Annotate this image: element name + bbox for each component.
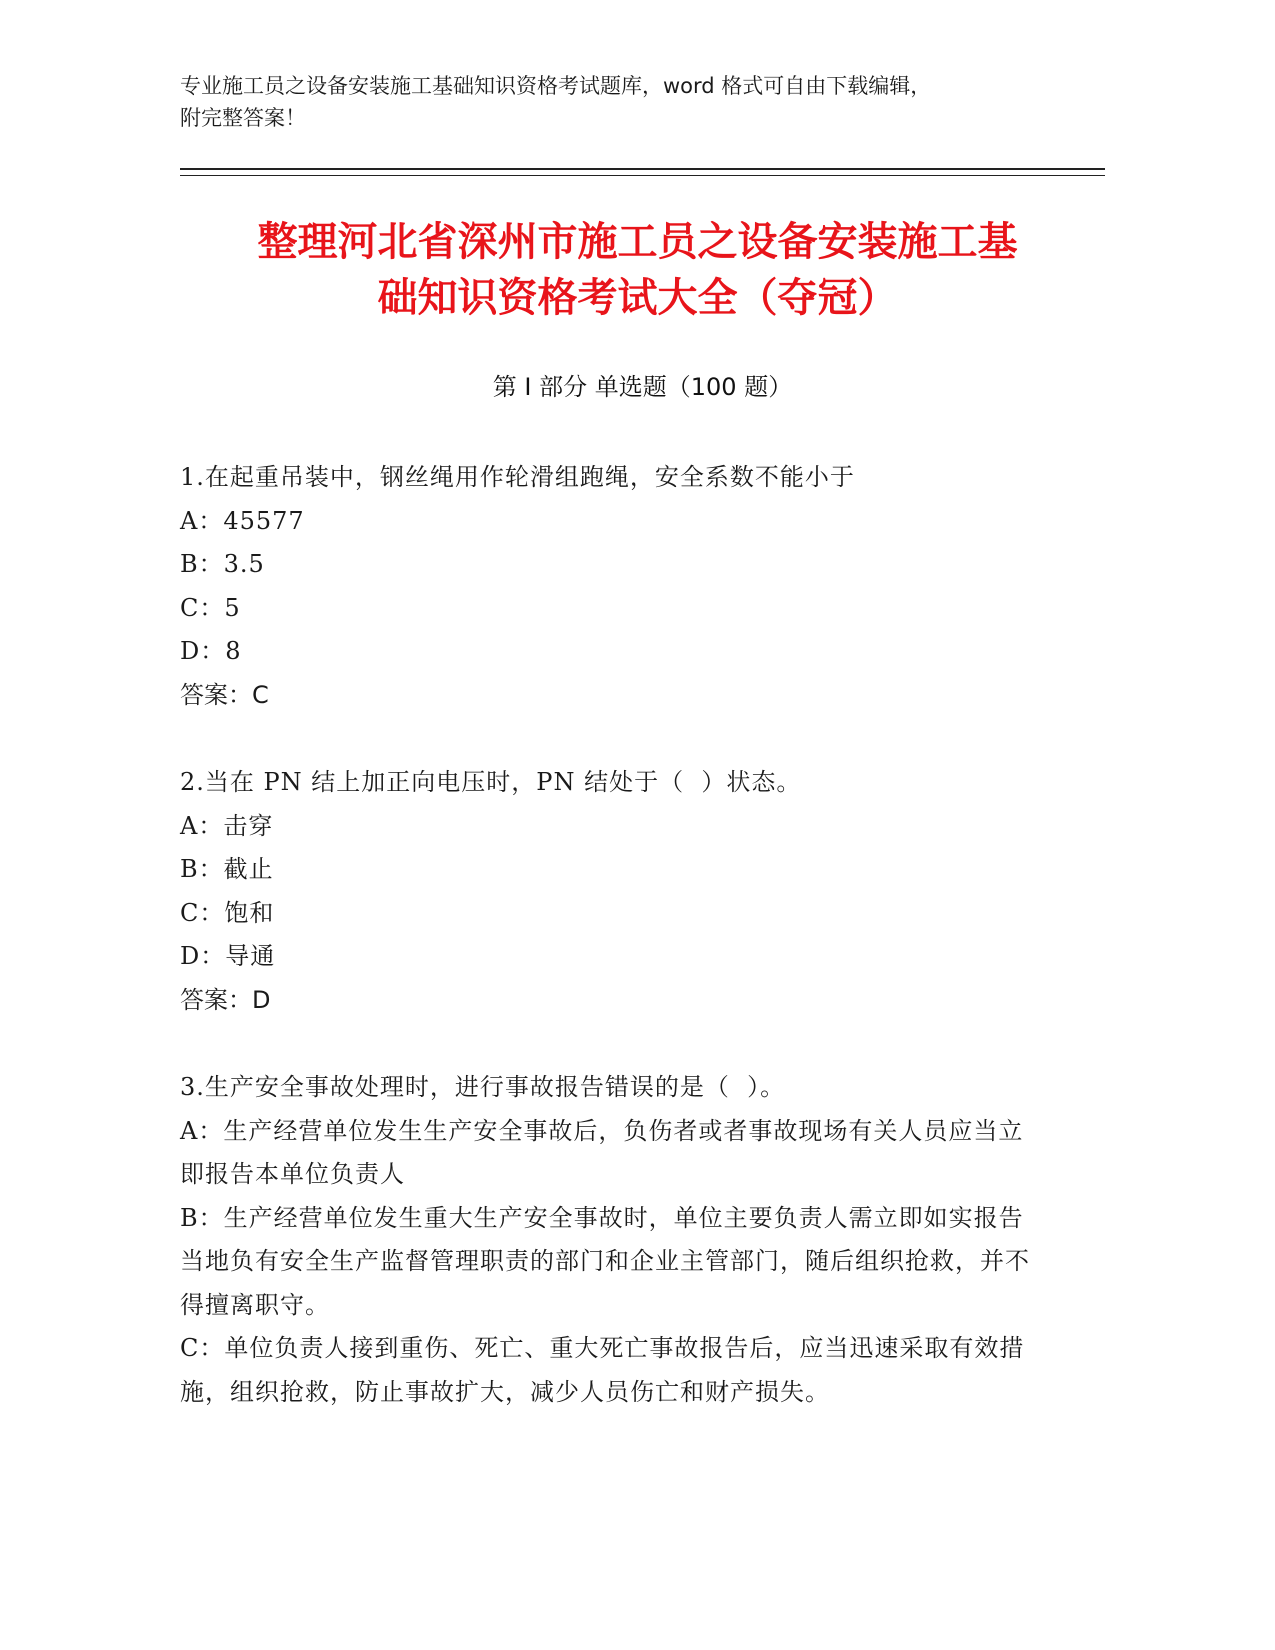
document-title-line-2: 础知识资格考试大全（夺冠）	[377, 275, 898, 321]
question-item	[180, 456, 1030, 717]
option-d: D：8	[180, 637, 242, 665]
option-b: B：生产经营单位发生重大生产安全事故时，单位主要负责人需立即如实报告当地负有安全生产监督管理职责的部门和企业主管部门，随后组织抢救，并不得擅离职守。	[180, 1203, 1030, 1319]
option-c: C：饱和	[180, 898, 275, 927]
question-item	[180, 1066, 1030, 1414]
option-d: D：导通	[180, 942, 276, 970]
question-text: 2.当在 PN 结上加正向电压时，PN 结处于（ ）状态。	[180, 768, 802, 796]
question-text: 1.在起重吊装中，钢丝绳用作轮滑组跑绳，安全系数不能小于	[180, 463, 855, 491]
question-text: 3.生产安全事故处理时，进行事故报告错误的是（ ）。	[180, 1073, 786, 1101]
option-c: C：5	[180, 593, 241, 622]
header-note-line-1: 专业施工员之设备安装施工基础知识资格考试题库，word 格式可自由下载编辑，	[180, 74, 932, 98]
answer-text: 答案：D	[180, 985, 271, 1014]
header-divider-thin	[180, 175, 1105, 176]
option-b: B：3.5	[180, 550, 265, 578]
document-title	[150, 214, 1125, 326]
header-note	[180, 70, 1120, 134]
option-a: A：击穿	[180, 811, 274, 840]
option-a: A：45577	[180, 506, 305, 535]
header-note-line-2: 附完整答案！	[180, 106, 306, 130]
question-list	[180, 456, 1030, 1458]
document-title-line-1: 整理河北省深州市施工员之设备安装施工基	[257, 219, 1018, 265]
option-c: C：单位负责人接到重伤、死亡、重大死亡事故报告后，应当迅速采取有效措施，组织抢救，防止事故扩大，减少人员伤亡和财产损失。	[180, 1334, 1025, 1406]
header-divider-thick	[180, 168, 1105, 170]
option-b: B：截止	[180, 855, 274, 883]
option-a: A：生产经营单位发生生产安全事故后，负伤者或者事故现场有关人员应当立即报告本单位负责人	[180, 1116, 1024, 1188]
answer-text: 答案：C	[180, 680, 269, 709]
question-item	[180, 761, 1030, 1022]
section-heading: 第 I 部分 单选题（100 题）	[492, 373, 793, 401]
